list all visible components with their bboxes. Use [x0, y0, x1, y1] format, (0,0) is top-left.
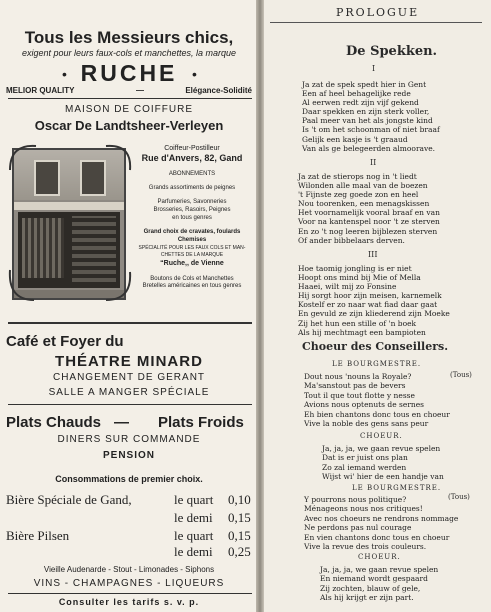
stanza-numeral: II: [370, 158, 377, 167]
verse-line: Ja, ja, ja, we gaan revue spelen: [322, 444, 441, 453]
verse-line: Avions nous optenuts de sernes: [304, 400, 425, 410]
verse-line: Vive la revue des trois couleurs.: [304, 542, 427, 552]
plats-froids: Plats Froids: [158, 414, 244, 431]
verse-line: Ménageons nous nos critiques!: [304, 504, 423, 514]
divider: [8, 404, 252, 405]
service-4: en tous genres: [172, 215, 212, 221]
ad-subline: exigent pour leurs faux-cols et manchettes, la marque: [21, 48, 237, 58]
divider: [8, 322, 252, 324]
verse-line: Van als ge belegeerden almoorave.: [302, 143, 436, 153]
beer-name: Bière Pilsen: [6, 528, 70, 543]
verse-line: Hoe taomig jongling is er niet: [298, 264, 412, 273]
service-1: Grands assortiments de peignes: [148, 185, 236, 191]
plats-chauds: Plats Chauds: [6, 414, 102, 431]
verse-line: Al eerwen redt zijn vijf gekend: [302, 98, 419, 108]
drinks: Vieille Audenarde - Stout - Limonades - Siphons: [43, 565, 215, 574]
verse-line: Ja zat de stierops nog in 't liedt: [298, 172, 417, 181]
verse-line: En niemand wordt gespaard: [320, 574, 428, 584]
beer-name: Bière Spéciale de Gand,: [6, 492, 132, 507]
verse-line: Avec nos choeurs ne rendrons nommage: [304, 513, 459, 523]
cafe-title: Café et Foyer du: [6, 333, 124, 350]
verse-line: Ja, ja, ja, we gaan revue spelen: [320, 565, 439, 574]
stanza-numeral: III: [368, 250, 378, 259]
header-rule: [270, 22, 482, 23]
verse-line: Eh bien chantons donc tous en choeur: [304, 409, 450, 419]
service-11: Bretelles américaines en tous genres: [142, 283, 242, 289]
pension: PENSION: [102, 450, 155, 461]
stanza-numeral: I: [372, 64, 376, 73]
frame-ornament: [6, 140, 136, 304]
verse-line: Ja zat de spek spedt hier in Gent: [302, 80, 427, 89]
beer-measure: le demi: [174, 510, 213, 525]
service-2: Parfumeries, Savonneries: [157, 199, 227, 205]
brand-row: [0, 60, 258, 86]
beer-measure: le quart: [174, 492, 214, 507]
verse-line: Vive la noble des gens sans peur: [304, 419, 429, 429]
maison: MAISON DE COIFFURE: [64, 104, 193, 115]
divider: [8, 593, 252, 594]
service-3: Brosseries, Rasoirs, Peignes: [153, 207, 231, 213]
owner: Oscar De Landtsheer-Verleyen: [34, 118, 224, 133]
verse-line: Nou toorenken, een menagskissen: [298, 199, 430, 209]
verse-line: Daar spekken en zijn sterk voller,: [302, 107, 430, 117]
verse-line: Ma'sanstout pas de bevers: [304, 381, 406, 391]
speaker: LE BOURGMESTRE.: [352, 484, 442, 492]
ad-headline: Tous les Messieurs chics,: [24, 28, 234, 47]
quality-dash: —: [136, 86, 144, 95]
verse-line: Gelijk een kasje is 't graaud: [302, 134, 408, 144]
verse-line: Kostelf er zo naar wat fiad daar gaat: [298, 300, 438, 310]
service-10: Boutons de Cols et Manchettes: [150, 276, 234, 282]
verse-block: [304, 495, 458, 551]
beer-measure: le quart: [174, 528, 214, 543]
verse-line: Voor na kantenspel noor 't ze sterven: [298, 217, 440, 227]
verse-line: Is 't om het schoonman of niet braaf: [302, 125, 440, 135]
coiffure-text: [128, 145, 256, 289]
verse-line: Tout il que tout flotte y nesse: [304, 390, 415, 400]
verse-line: Als hij krijgt er zijn part.: [320, 593, 414, 603]
verse-line: Paal meer van het als jongste kind: [302, 116, 433, 126]
speaker: CHOEUR.: [360, 432, 403, 440]
divider: [8, 98, 252, 99]
conso-heading: Consommations de premier choix.: [55, 474, 203, 484]
book-gutter: [256, 0, 264, 612]
right-page: [264, 0, 491, 612]
choeur-title: Choeur des Conseillers.: [302, 340, 449, 353]
address: Rue d'Anvers, 82, Gand: [141, 153, 243, 163]
page-header: PROLOGUE: [336, 6, 420, 19]
verse-line: Als hij mechtmagt een bampioten: [298, 327, 426, 337]
verse-line: Zij zochten, blauw of gele,: [320, 583, 421, 593]
stanza: [298, 172, 440, 245]
verse-line: Dout nous 'nouns la Royale?: [304, 372, 412, 381]
verse-line: Dat is er juist ons plan: [322, 453, 408, 463]
beer-price: 0,10: [228, 492, 251, 507]
verse-line: Hij sorgt hoor zijn meisen, karnemelk: [298, 291, 442, 301]
verse-block: [304, 372, 450, 428]
verse-line: Zo zal iemand werden: [322, 462, 407, 472]
speaker: LE BOURGMESTRE.: [332, 360, 422, 368]
speaker: CHOEUR.: [358, 553, 401, 561]
vins: VINS - CHAMPAGNES - LIQUEURS: [33, 578, 225, 589]
verse-line: Ne perdons pas nul courage: [304, 523, 412, 533]
beer-price: 0,25: [228, 544, 251, 559]
service-0: ABONNEMENTS: [168, 171, 216, 177]
diners: DINERS SUR COMMANDE: [57, 434, 201, 445]
theatre-name: THÉATRE MINARD: [55, 353, 203, 370]
change-notice: CHANGEMENT DE GERANT: [52, 372, 206, 383]
poem-title: De Spekken.: [346, 44, 438, 59]
verse-block: [320, 565, 438, 603]
tous-note: (Tous): [450, 371, 472, 379]
stanza: [302, 80, 440, 153]
verse-block: [322, 444, 444, 482]
verse-line: Haaei, wilt mij zo Fonsine: [298, 282, 397, 292]
beer-price: 0,15: [228, 510, 251, 525]
verse-line: Hoopt ons mind bij Mie of Mella: [298, 273, 421, 283]
verse-line: En vien chantons donc tous en choeur: [304, 532, 450, 542]
verse-line: 't Fijnste zeg goede zon en heel: [298, 190, 419, 200]
verse-line: En zo 't nog leeren bijblezen sterven: [298, 226, 438, 236]
service-5: Grand choix de cravates, foulards: [143, 229, 241, 235]
salle: SALLE A MANGER SPÉCIALE: [48, 387, 210, 398]
verse-line: En gevuld ze zijn kliederend zijn Moeke: [298, 309, 450, 319]
stanza: [298, 264, 450, 337]
verse-line: Het voornamelijk vooral braaf en van: [298, 208, 440, 218]
brand-name: RUCHE: [80, 60, 178, 86]
service-8: CHETTES DE LA MARQUE: [160, 252, 224, 258]
brand-deco-right: •: [192, 66, 197, 82]
plats-dash: —: [114, 414, 129, 431]
verse-line: Zij het hun een stille of 'n boek: [298, 318, 417, 328]
profession: Coiffeur-Postilleur: [164, 145, 220, 152]
tous-note: (Tous): [448, 493, 470, 501]
beer-measure: le demi: [174, 544, 213, 559]
service-7: SPÉCIALITÉ POUR LES FAUX COLS ET MAN-: [138, 245, 246, 251]
verse-line: Een af heel behagelijke rede: [302, 89, 411, 99]
service-6: Chemises: [177, 237, 207, 243]
verse-line: Wilonden alle maal van de boezen: [298, 181, 428, 191]
tarifs: Consulter les tarifs s. v. p.: [58, 597, 200, 607]
brand-deco-left: •: [62, 66, 67, 82]
verse-line: Wijst wi' hier de een handje van: [322, 472, 444, 482]
verse-line: Y pourrons nous politique?: [304, 495, 407, 504]
quality-right: Elégance-Solidité: [185, 86, 252, 95]
service-9: “Ruche,, de Vienne: [160, 260, 224, 267]
verse-line: Of ander bibbelaars derven.: [298, 235, 405, 245]
quality-left: MELIOR QUALITY: [6, 86, 75, 95]
beer-price: 0,15: [228, 528, 251, 543]
